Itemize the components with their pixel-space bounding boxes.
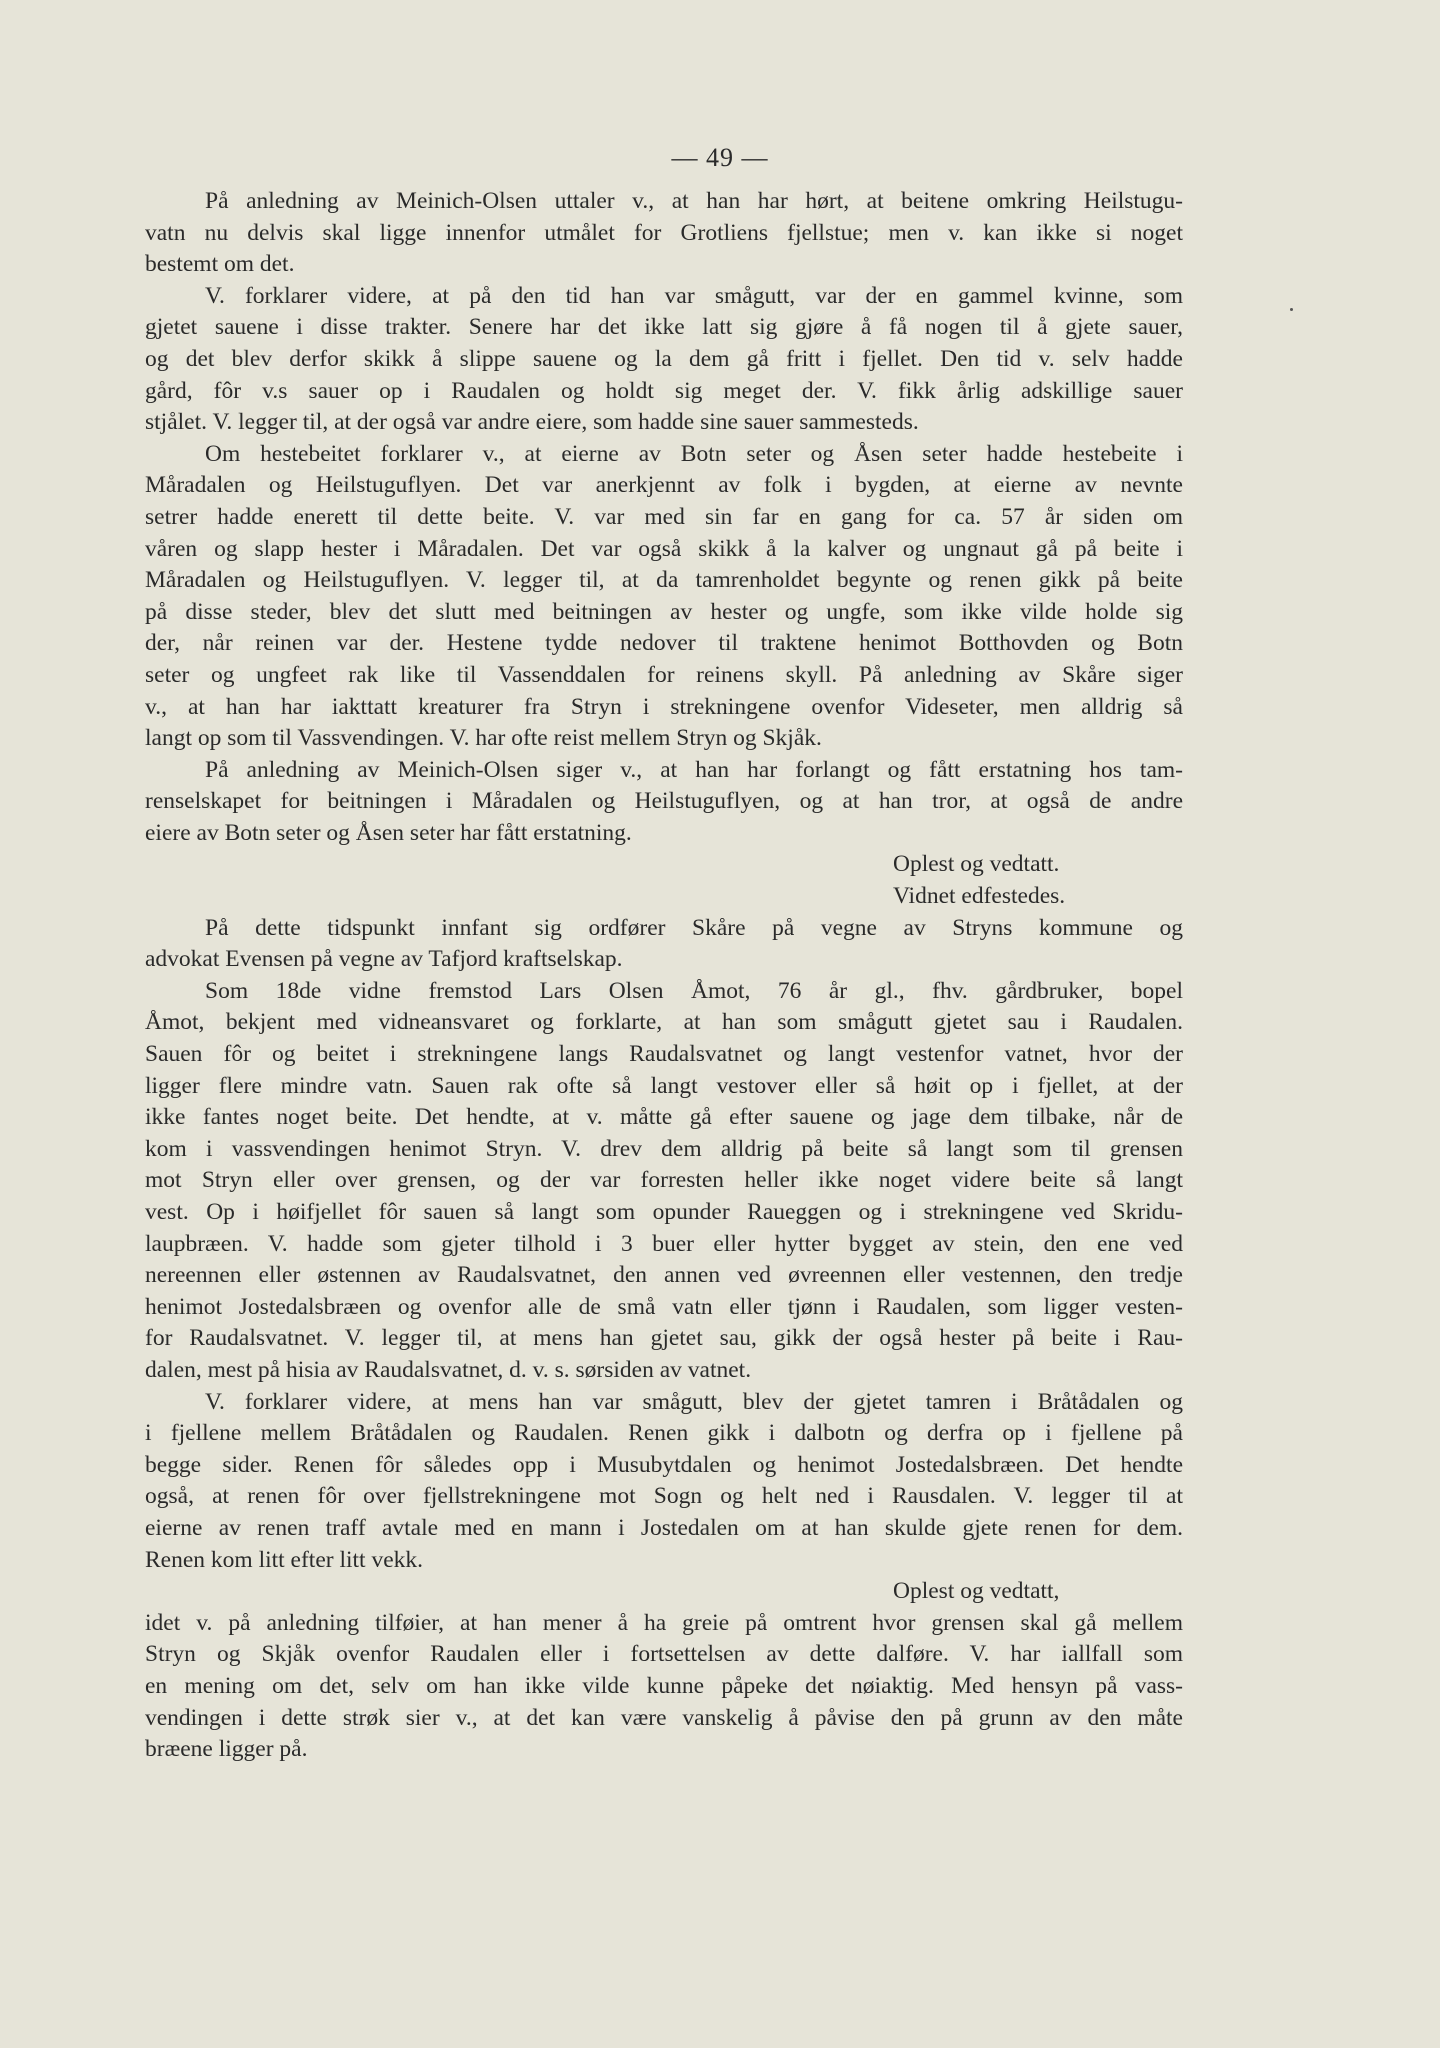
text-line: i fjellene mellem Bråtådalen og Raudalen. Renen gikk i dalbotn og derfra op i fjellene på [145,1420,1183,1447]
text-line: for Raudalsvatnet. V. legger til, at mens han gjetet sau, gikk der også hester på beite i Rau- [145,1325,1183,1352]
text-line: V. forklarer videre, at på den tid han var smågutt, var der en gammel kvinne, som [205,282,1183,309]
text-line: ligger flere mindre vatn. Sauen rak ofte så langt vestover eller så høit op i fjellet, at der [145,1072,1183,1099]
text-line: Oplest og vedtatt, [893,1578,1060,1605]
text-line: henimot Jostedalsbræen og ovenfor alle de små vatn eller tjønn i Raudalen, som ligger vesten- [145,1293,1183,1320]
text-line: vest. Op i høifjellet fôr sauen så langt som opunder Raueggen og i strekningene ved Skridu- [145,1199,1183,1225]
text-line: advokat Evensen på vegne av Tafjord kraftselskap. [145,946,623,973]
text-line: nereennen eller østennen av Raudalsvatnet, den annen ved øvreennen eller vestennen, den tredje [145,1262,1183,1289]
text-line: V. forklarer videre, at mens han var smågutt, blev der gjetet tamren i Bråtådalen og [205,1388,1183,1415]
text-line: Vidnet edfestedes. [893,883,1066,910]
text-line: bræene ligger på. [145,1736,308,1763]
text-line: Sauen fôr og beitet i strekningene langs Raudalsvatnet og langt vestenfor vatnet, hvor der [145,1041,1183,1068]
text-line: bestemt om det. [145,251,295,278]
text-line: På dette tidspunkt innfant sig ordfører Skåre på vegne av Stryns kommune og [205,914,1183,941]
text-line: Oplest og vedtatt. [893,851,1060,878]
text-line: vatn nu delvis skal ligge innenfor utmålet for Grotliens fjellstue; men v. kan ikke si noget [145,219,1183,246]
text-line: der, når reinen var der. Hestene tydde nedover til traktene henimot Botthovden og Botn [145,630,1183,657]
text-line: mot Stryn eller over grensen, og der var forresten heller ikke noget videre beite så langt [145,1167,1183,1194]
text-line: setrer hadde enerett til dette beite. V. var med sin far en gang for ca. 57 år siden om [145,503,1183,530]
text-line: en mening om det, selv om han ikke vilde kunne påpeke det nøiaktig. Med hensyn på vass- [145,1672,1183,1699]
text-line: stjålet. V. legger til, at der også var andre eiere, som hadde sine sauer sammesteds. [145,409,919,436]
text-line: renselskapet for beitningen i Måradalen og Heilstuguflyen, og at han tror, at også de andre [145,788,1183,815]
paper-speck [1290,308,1293,311]
text-line: våren og slapp hester i Måradalen. Det var også skikk å la kalver og ungnaut gå på beite i [145,535,1183,562]
text-line: seter og ungfeet rak like til Vassenddalen for reinens skyll. På anledning av Skåre siger [145,661,1183,688]
text-line: kom i vassvendingen henimot Stryn. V. drev dem alldrig på beite så langt som til grensen [145,1135,1183,1162]
text-line: gård, fôr v.s sauer op i Raudalen og holdt sig meget der. V. fikk årlig adskillige sauer [145,377,1183,404]
text-line: eiere av Botn seter og Åsen seter har fått erstatning. [145,819,632,846]
text-line: Måradalen og Heilstuguflyen. V. legger til, at da tamrenholdet begynte og renen gikk på beite [145,567,1183,594]
text-line: På anledning av Meinich-Olsen siger v., at han har forlangt og fått erstatning hos tam- [205,756,1183,783]
text-line: laupbræen. V. hadde som gjeter tilhold i 3 buer eller hytter bygget av stein, den ene ved [145,1230,1183,1257]
text-line: eierne av renen traff avtale med en mann i Jostedalen om at han skulde gjete renen for dem. [145,1514,1183,1541]
text-line: v., at han har iakttatt kreaturer fra Stryn i strekningene ovenfor Videseter, men alldrig så [145,693,1183,720]
text-line: Stryn og Skjåk ovenfor Raudalen eller i fortsettelsen av dette dalføre. V. har iallfall som [145,1641,1183,1668]
text-line: langt op som til Vassvendingen. V. har ofte reist mellem Stryn og Skjåk. [145,725,822,752]
text-line: på disse steder, blev det slutt med beitningen av hester og ungfe, som ikke vilde holde sig [145,598,1183,625]
page-number: — 49 — [671,143,769,172]
text-line: På anledning av Meinich-Olsen uttaler v., at han har hørt, at beitene omkring Heilstugu- [205,188,1183,214]
text-line: også, at renen fôr over fjellstrekningene mot Sogn og helt ned i Rausdalen. V. legger til at [145,1483,1183,1510]
text-line: vendingen i dette strøk sier v., at det kan være vanskelig å påvise den på grunn av den måte [145,1704,1183,1731]
text-line: Som 18de vidne fremstod Lars Olsen Åmot, 76 år gl., fhv. gårdbruker, bopel [205,977,1183,1004]
text-line: ikke fantes noget beite. Det hendte, at v. måtte gå efter sauene og jage dem tilbake, når de [145,1104,1183,1131]
text-line: og det blev derfor skikk å slippe sauene og la dem gå fritt i fjellet. Den tid v. selv hadde [145,345,1183,372]
text-line: idet v. på anledning tilføier, at han mener å ha greie på omtrent hvor grensen skal gå mellem [145,1609,1183,1636]
text-line: Om hestebeitet forklarer v., at eierne av Botn seter og Åsen seter hadde hestebeite i [205,440,1183,467]
text-line: dalen, mest på hisia av Raudalsvatnet, d. v. s. sørsiden av vatnet. [145,1356,752,1383]
body-text [145,186,1183,1766]
text-line: Åmot, bekjent med vidneansvaret og forklarte, at han som smågutt gjetet sau i Raudalen. [145,1009,1183,1036]
text-line: Renen kom litt efter litt vekk. [145,1546,424,1573]
text-line: gjetet sauene i disse trakter. Senere har det ikke latt sig gjøre å få nogen til å gjete sauer, [145,314,1183,341]
text-line: Måradalen og Heilstuguflyen. Det var anerkjennt av folk i bygden, at eierne av nevnte [145,472,1183,499]
text-line: begge sider. Renen fôr således opp i Musubytdalen og henimot Jostedalsbræen. Det hendte [145,1451,1183,1478]
